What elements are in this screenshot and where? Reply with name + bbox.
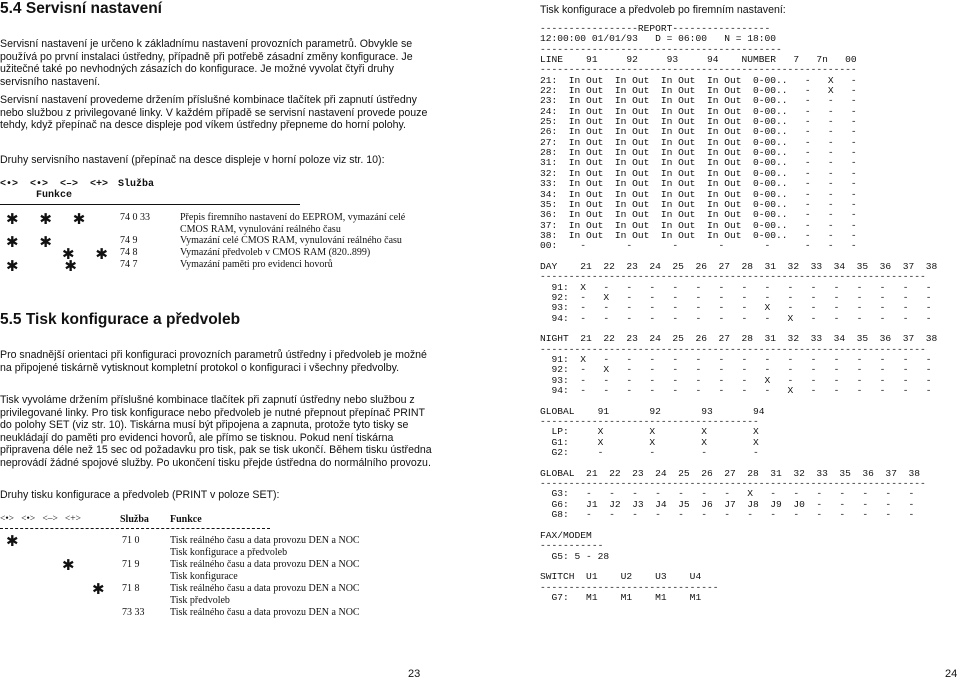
table2-row1-keys: ✱ <box>6 533 19 550</box>
table1-divider <box>0 204 300 205</box>
table2-row4-code: 73 33 <box>122 607 145 618</box>
table1-row1-code: 74 0 33 <box>120 212 150 223</box>
table2-row2-keys: ✱ <box>62 557 75 574</box>
table1-row1-keys: ✱ ✱ ✱ <box>6 211 86 228</box>
table2-row3-keys: ✱ <box>92 581 105 598</box>
paragraph-print-procedure: Tisk vyvoláme držením příslušné kombinace tlačítek při zapnutí ústředny nebo službou z privilegované linky. Pro tisk konfigurace nebo předvoleb je nutné přepnout přepínač PRINT do polohy SET (viz str. 10). Tiskárna musí být připojena a zapnuta, protože tyto tisky se neukládají do paměti pro evidenci hovorů, ale přímo se tisknou. Pokud není tiskárna připravena déle než 15 sec od požadavku pro tisk, pak se tisk ukončí. Během tisku ústředna neprovádí žádné spojové služby. Po ukončení tisku přejde ústředna do normálního provozu. <box>0 394 432 469</box>
table1-row3-code: 74 8 <box>120 247 138 258</box>
table2-row3-text2: Tisk předvoleb <box>170 595 230 606</box>
table2-row1-code: 71 0 <box>122 535 140 546</box>
page-number-right: 24 <box>945 668 958 680</box>
table2-row3-code: 71 8 <box>122 583 140 594</box>
table2-row4-text: Tisk reálného času a data provozu DEN a NOC <box>170 607 360 618</box>
table2-row2-text2: Tisk konfigurace <box>170 571 238 582</box>
table1-row1-text: Přepis firemního nastavení do EEPROM, vymazání celé CMOS RAM, vynulování reálného času <box>180 212 406 235</box>
paragraph-intro: Servisní nastavení je určeno k základnímu nastavení provozních parametrů. Obvykle se používá po první instalaci ústředny, případně při potřebě zásadní změny konfigurace. Je užitečné také po nevhodných zásazích do konfigurace. Je možné vyvolat čtyři druhy servisního nastavení. <box>0 38 413 88</box>
table2-row2-text: Tisk reálného času a data provozu DEN a NOC <box>170 559 360 570</box>
table2-row2-code: 71 9 <box>122 559 140 570</box>
table1-header-function: Funkce <box>36 190 73 201</box>
page-number-left: 23 <box>408 668 421 680</box>
table2-header-function: Funkce <box>170 514 202 525</box>
paragraph-orientation: Pro snadnější orientaci při konfiguraci provozních parametrů ústředny i předvoleb je možné na připojené tiskárně vytisknout kompletní protokol o konfiguraci i všechny předvolby. <box>0 349 427 374</box>
table2-divider <box>0 528 270 529</box>
table1-row3-keys: ✱ ✱ <box>62 246 108 263</box>
paragraph-print-kinds: Druhy tisku konfigurace a předvoleb (PRINT v poloze SET): <box>0 489 280 501</box>
paragraph-procedure: Servisní nastavení provedeme držením příslušné kombinace tlačítek při zapnutí ústředny nebo službou z privilegované linky. V každém případě se servisní nastavení provede pouze tehdy, když přepínač na desce displeje pod víkem ústředny přepneme do horní polohy. <box>0 94 428 132</box>
table1-row2-keys: ✱ ✱ <box>6 234 52 251</box>
table1-row4-code: 74 7 <box>120 259 138 270</box>
table1-header-service: Služba <box>118 179 155 190</box>
table1-header-keys: <•> <•> <–> <+> <box>0 179 109 190</box>
table2-header-service: Služba <box>120 514 149 525</box>
table2-row1-text2: Tisk konfigurace a předvoleb <box>170 547 288 558</box>
table2-row3-text: Tisk reálného času a data provozu DEN a NOC <box>170 583 360 594</box>
paragraph-kinds: Druhy servisního nastavení (přepínač na desce displeje v horní poloze viz str. 10): <box>0 154 385 166</box>
table1-row4-keys: ✱ ✱ <box>6 258 77 275</box>
configuration-report: -----------------REPORT----------------- 12:00:00 01/01/93 D = 06:00 N = 18:00 ------------------------------------------ LINE 91 92 93 94 NUMBER 7 7n 00 ------------------------------------------------------- 21: In Out In Out In Out In Out 0-00.. - X - 22: In Out In Out In Out In Out 0-00.. - X - 23: In Out In Out In Out In Out 0-00.. - - - 24: In Out In Out In Out In Out 0-00.. - - - 25: In Out In Out In Out In Out 0-00.. - - - 26: In Out In Out In Out In Out 0-00.. - - - 27: In Out In Out In Out In Out 0-00.. - - - 28: In Out In Out In Out In Out 0-00.. - - - 31: In Out In Out In Out In Out 0-00.. - - - 32: In Out In Out In Out In Out 0-00.. - - - 33: In Out In Out In Out In Out 0-00.. - - - 34: In Out In Out In Out In Out 0-00.. - - - 35: In Out In Out In Out In Out 0-00.. - - - 36: In Out In Out In Out In Out 0-00.. - - - 37: In Out In Out In Out In Out 0-00.. - - - 38: In Out In Out In Out In Out 0-00.. - - - 00: - - - - - - - - DAY 21 22 23 24 25 26 27 28 31 32 33 34 35 36 37 38 ------------------------------------------------------------------- 91: X - - - - - - - - - - - - - - - 92: - X - - - - - - - - - - - - - - 93: - - - - - - - - X - - - - - - - 94: - - - - - - - - - X - - - - - - NIGHT 21 22 23 24 25 26 27 28 31 32 33 34 35 36 37 38 ------------------------------------------------------------------- 91: X - - - - - - - - - - - - - - - 92: - X - - - - - - - - - - - - - - 93: - - - - - - - - X - - - - - - - 94: - - - - - - - - - X - - - - - - GLOBAL 91 92 93 94 -------------------------------------- LP: X X X X G1: X X X X G2: - - - - GLOBAL 21 22 23 24 25 26 27 28 31 32 33 35 36 37 38 ------------------------------------------------------------------- G3: - - - - - - - X - - - - - - - G6: J1 J2 J3 J4 J5 J6 J7 J8 J9 J0 - - - - - G8: - - - - - - - - - - - - - - - FAX/MODEM ----------- G5: 5 - 28 SWITCH U1 U2 U3 U4 ------------------------------- G7: M1 M1 M1 M1 <box>540 23 938 603</box>
table1-row4-text: Vymazání paměti pro evidenci hovorů <box>180 259 333 270</box>
table1-row2-code: 74 9 <box>120 235 138 246</box>
section-title-5-4: 5.4 Servisní nastavení <box>0 0 162 17</box>
report-heading: Tisk konfigurace a předvoleb po firemním nastavení: <box>540 4 786 16</box>
section-title-5-5: 5.5 Tisk konfigurace a předvoleb <box>0 311 241 328</box>
table2-header-keys: <•> <•> <–> <+> <box>0 514 81 524</box>
table2-row1-text: Tisk reálného času a data provozu DEN a NOC <box>170 535 360 546</box>
table1-row2-text: Vymazání celé CMOS RAM, vynulování reálného času <box>180 235 402 246</box>
table1-row3-text: Vymazání předvoleb v CMOS RAM (820..899) <box>180 247 371 258</box>
